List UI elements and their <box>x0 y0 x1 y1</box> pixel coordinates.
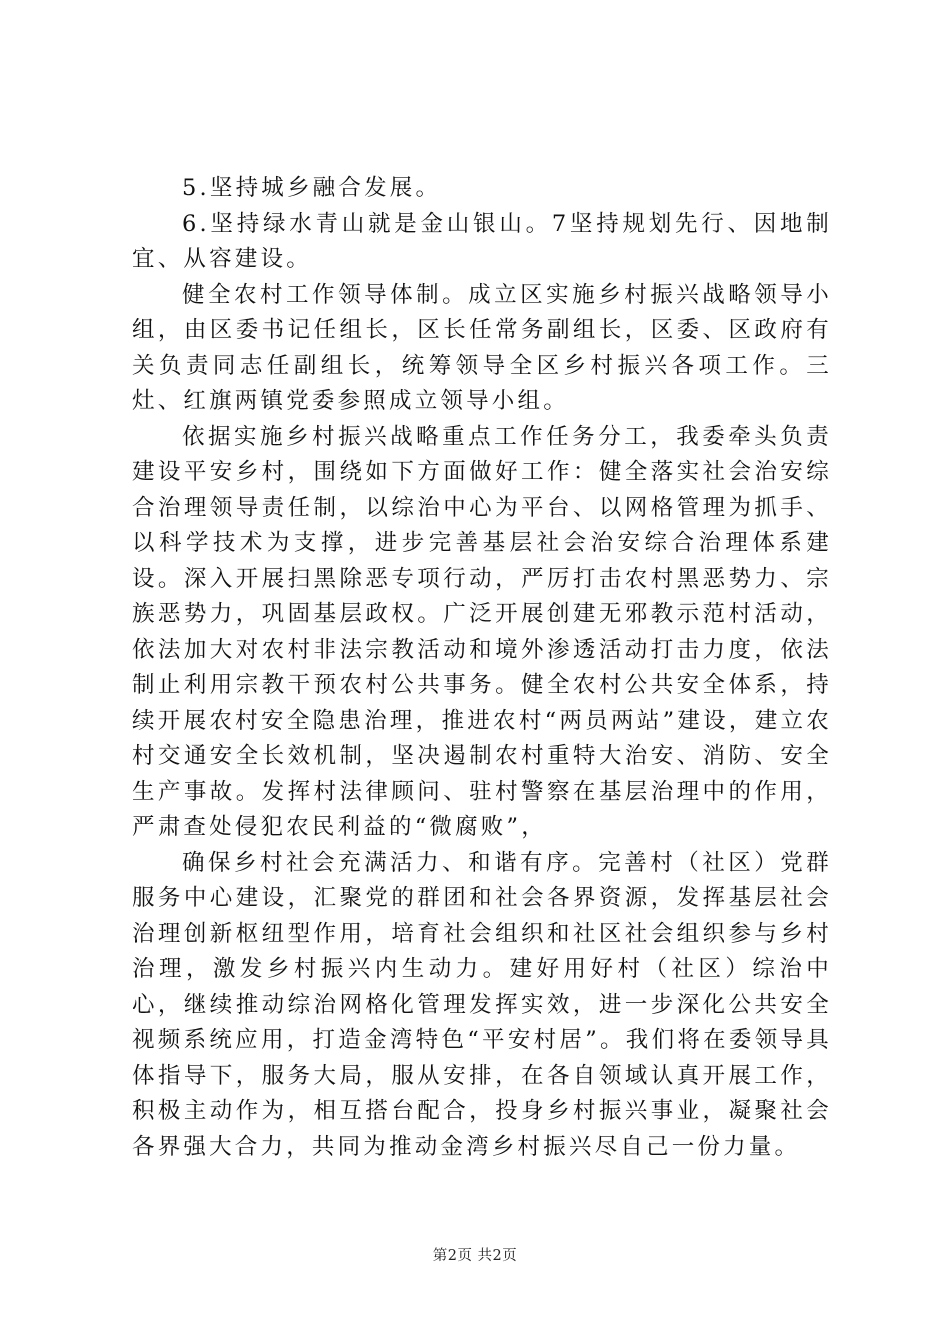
paragraph: 6.坚持绿水青山就是金山银山。7坚持规划先行、因地制宜、从容建设。 <box>132 210 832 272</box>
document-body <box>132 171 832 1165</box>
paragraph: 依据实施乡村振兴战略重点工作任务分工，我委牵头负责建设平安乡村，围绕如下方面做好工作：健全落实社会治安综合治理领导责任制，以综治中心为平台、以网格管理为抓手、以科学技术为支撑，进步完善基层社会治安综合治理体系建设。深入开展扫黑除恶专项行动，严厉打击农村黑恶势力、宗族恶势力，巩固基层政权。广泛开展创建无邪教示范村活动，依法加大对农村非法宗教活动和境外渗透活动打击力度，依法制止利用宗教干预农村公共事务。健全农村公共安全体系，持续开展农村安全隐患治理，推进农村“两员两站”建设，建立农村交通安全长效机制，坚决遏制农村重特大治安、消防、安全生产事故。发挥村法律顾问、驻村警察在基层治理中的作用，严肃查处侵犯农民利益的“微腐败”， <box>132 423 832 840</box>
paragraph: 5.坚持城乡融合发展。 <box>182 175 442 201</box>
page-number-footer: 第2页 共2页 <box>432 1248 518 1264</box>
paragraph: 健全农村工作领导体制。成立区实施乡村振兴战略领导小组，由区委书记任组长，区长任常务副组长，区委、区政府有关负责同志任副组长，统筹领导全区乡村振兴各项工作。三灶、红旗两镇党委参照成立领导小组。 <box>132 281 832 414</box>
paragraph: 确保乡村社会充满活力、和谐有序。完善村（社区）党群服务中心建设，汇聚党的群团和社会各界资源，发挥基层社会治理创新枢纽型作用，培育社会组织和社区社会组织参与乡村治理，激发乡村振兴内生动力。建好用好村（社区）综治中心，继续推动综治网格化管理发挥实效，进一步深化公共安全视频系统应用，打造金湾特色“平安村居”。我们将在委领导具体指导下，服务大局，服从安排，在各自领域认真开展工作，积极主动作为，相互搭台配合，投身乡村振兴事业，凝聚社会各界强大合力，共同为推动金湾乡村振兴尽自己一份力量。 <box>132 849 832 1160</box>
